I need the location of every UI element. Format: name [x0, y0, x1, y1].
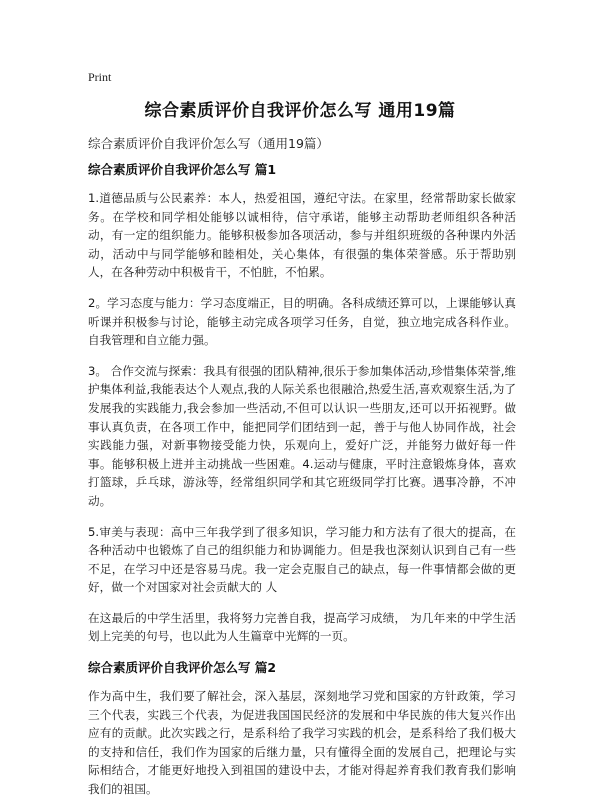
paragraph: 1.道德品质与公民素养：本人，热爱祖国，遵纪守法。在家里，经常帮助家长做家务。在学校和同学相处能够以诚相待，信守承诺，能够主动帮助老师组织各种活动，有一定的组织能力。能够积极参加各项活动，参与并组织班级的各种课内外活动，活动中与同学能够和睦相处，关心集体，有很强的集体荣誉感。乐于帮助别人，在各种劳动中积极肯干，不怕脏，不怕累。 [88, 191, 516, 280]
paragraph: 5.审美与表现：高中三年我学到了很多知识，学习能力和方法有了很大的提高，在各种活动中也锻炼了自己的组织能力和协调能力。但是我也深刻认识到自己有一些不足，在学习中还是容易马虎。我一定会克服自己的缺点，每一件事情都会做的更好，做一个对国家对社会贡献大的 人 [88, 524, 516, 595]
paragraph: 在这最后的中学生活里，我将努力完善自我，提高学习成绩， 为几年来的中学生活划上完美的句号，也以此为人生篇章中光辉的一页。 [88, 610, 516, 644]
document-subtitle: 综合素质评价自我评价怎么写（通用19篇） [88, 136, 329, 151]
paragraph: 作为高中生，我们要了解社会，深入基层，深刻地学习党和国家的方针政策，学习三个代表，实践三个代表，为促进我国国民经济的发展和中华民族的伟大复兴作出应有的贡献。此次实践之行，是系科给了我学习实践的机会，是系科给了我们极大的支持和信任，我们作为国家的后继力量，只有懂得全面的发展自己，把理论与实际相结合，才能更好地投入到祖国的建设中去，才能对得起养育我们教育我们影响我们的祖国。 [88, 689, 516, 797]
document-title: 综合素质评价自我评价怎么写 通用19篇 [144, 101, 456, 121]
section-1 [88, 160, 516, 646]
paragraph: 3。 合作交流与探索：我具有很强的团队精神,很乐于参加集体活动,珍惜集体荣誉,维护集体利益,我能表达个人观点,我的人际关系也很融洽,热爱生活,喜欢观察生活,为了发展我的实践能力,我会参加一些活动,不但可以认识一些朋友,还可以开拓视野。做事认真负责，在各项工作中，能把同学们团结到一起，善于与他人协同作战，社会实践能力强，对新事物接受能力快，乐观向上，爱好广泛，并能努力做好每一件事。能够积极上进并主动挑战一些困难。4.运动与健康，平时注意锻炼身体，喜欢打篮球，乒乓球，游泳等，经常组织同学和其它班级同学打比赛。遇事冷静，不冲动。 [88, 363, 516, 508]
document-body [88, 160, 516, 811]
section-2 [88, 658, 516, 799]
print-link[interactable]: Print [88, 70, 112, 84]
paragraph: 2。学习态度与能力：学习态度端正，目的明确。各科成绩还算可以，上课能够认真听课并积极参与讨论，能够主动完成各项学习任务，自觉，独立地完成各科作业。自我管理和自立能力强。 [88, 295, 516, 348]
section-heading: 综合素质评价自我评价怎么写 篇2 [88, 660, 277, 676]
section-heading: 综合素质评价自我评价怎么写 篇1 [88, 162, 277, 177]
